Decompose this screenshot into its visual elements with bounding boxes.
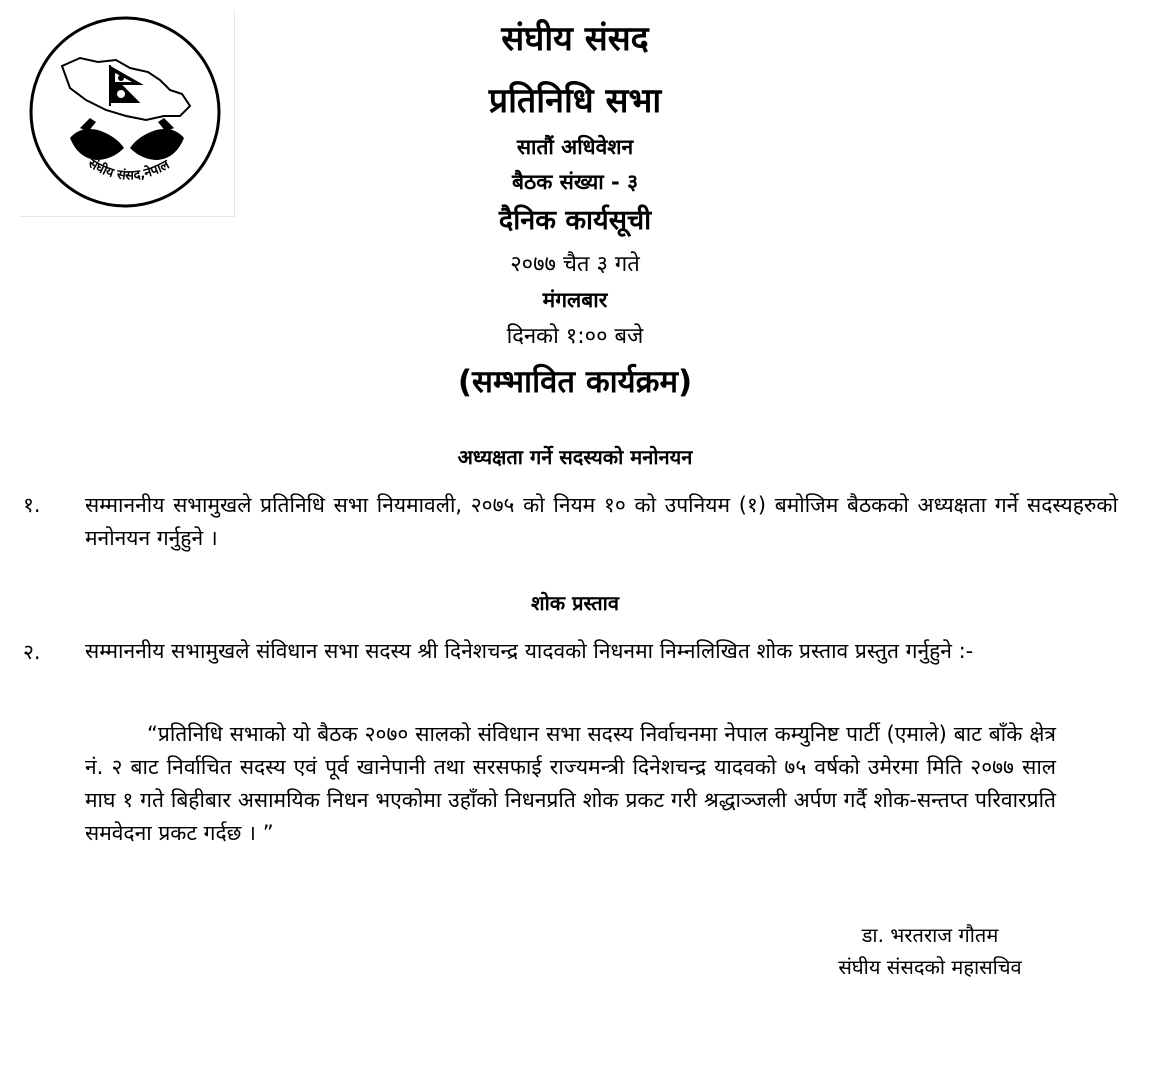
signatory-name: डा. भरतराज गौतम — [861, 923, 999, 947]
section-heading-nomination: अध्यक्षता गर्ने सदस्यको मनोनयन — [457, 445, 693, 469]
weekday-label: मंगलबार — [542, 288, 608, 312]
condolence-quote: “प्रतिनिधि सभाको यो बैठक २०७० सालको संविधान सभा सदस्य निर्वाचनमा नेपाल कम्युनिष्ट पार्टी (एमाले) बाट बाँके क्षेत्र नं. २ बाट निर्वाचित सदस्य एवं पूर्व खानेपानी तथा सरसफाई राज्यमन्त्री दिनेशचन्द्र यादवको ७५ वर्षको उमेरमा मिति २०७७ साल माघ १ गते बिहीबार असामयिक निधन भएकोमा उहाँको निधनप्रति शोक प्रकट गरी श्रद्धाञ्जली अर्पण गर्दै शोक-सन्तप्त परिवारप्रति समवेदना प्रकट गर्दछ । ” — [85, 722, 1056, 845]
section-heading-condolence: शोक प्रस्ताव — [531, 591, 619, 615]
time-label: दिनको १:०० बजे — [506, 324, 644, 349]
agenda-title: दैनिक कार्यसूची — [498, 205, 652, 236]
emblem-text: संघीय संसद,नेपाल — [85, 156, 173, 184]
date-label: २०७७ चैत ३ गते — [510, 252, 640, 277]
signatory-title: संघीय संसदको महासचिव — [838, 955, 1022, 979]
item-number-1: १. — [23, 493, 41, 517]
house-title: प्रतिनिधि सभा — [488, 81, 662, 121]
item-text-2: सम्माननीय सभामुखले संविधान सभा सदस्य श्री दिनेशचन्द्र यादवको निधनमा निम्नलिखित शोक प्रस्ताव प्रस्तुत गर्नुहुने :- — [85, 639, 974, 663]
item-number-2: २. — [23, 640, 41, 664]
session-label: सातौं अधिवेशन — [516, 135, 634, 159]
parliament-title: संघीय संसद — [501, 19, 649, 59]
meeting-number: बैठक संख्या - ३ — [512, 170, 638, 194]
item-text-1: सम्माननीय सभामुखले प्रतिनिधि सभा नियमावली, २०७५ को नियम १० को उपनियम (१) बमोजिम बैठकको अध्यक्षता गर्ने सदस्यहरुको मनोनयन गर्नुहुने । — [85, 493, 1118, 550]
program-title: (सम्भावित कार्यक्रम) — [457, 364, 693, 400]
